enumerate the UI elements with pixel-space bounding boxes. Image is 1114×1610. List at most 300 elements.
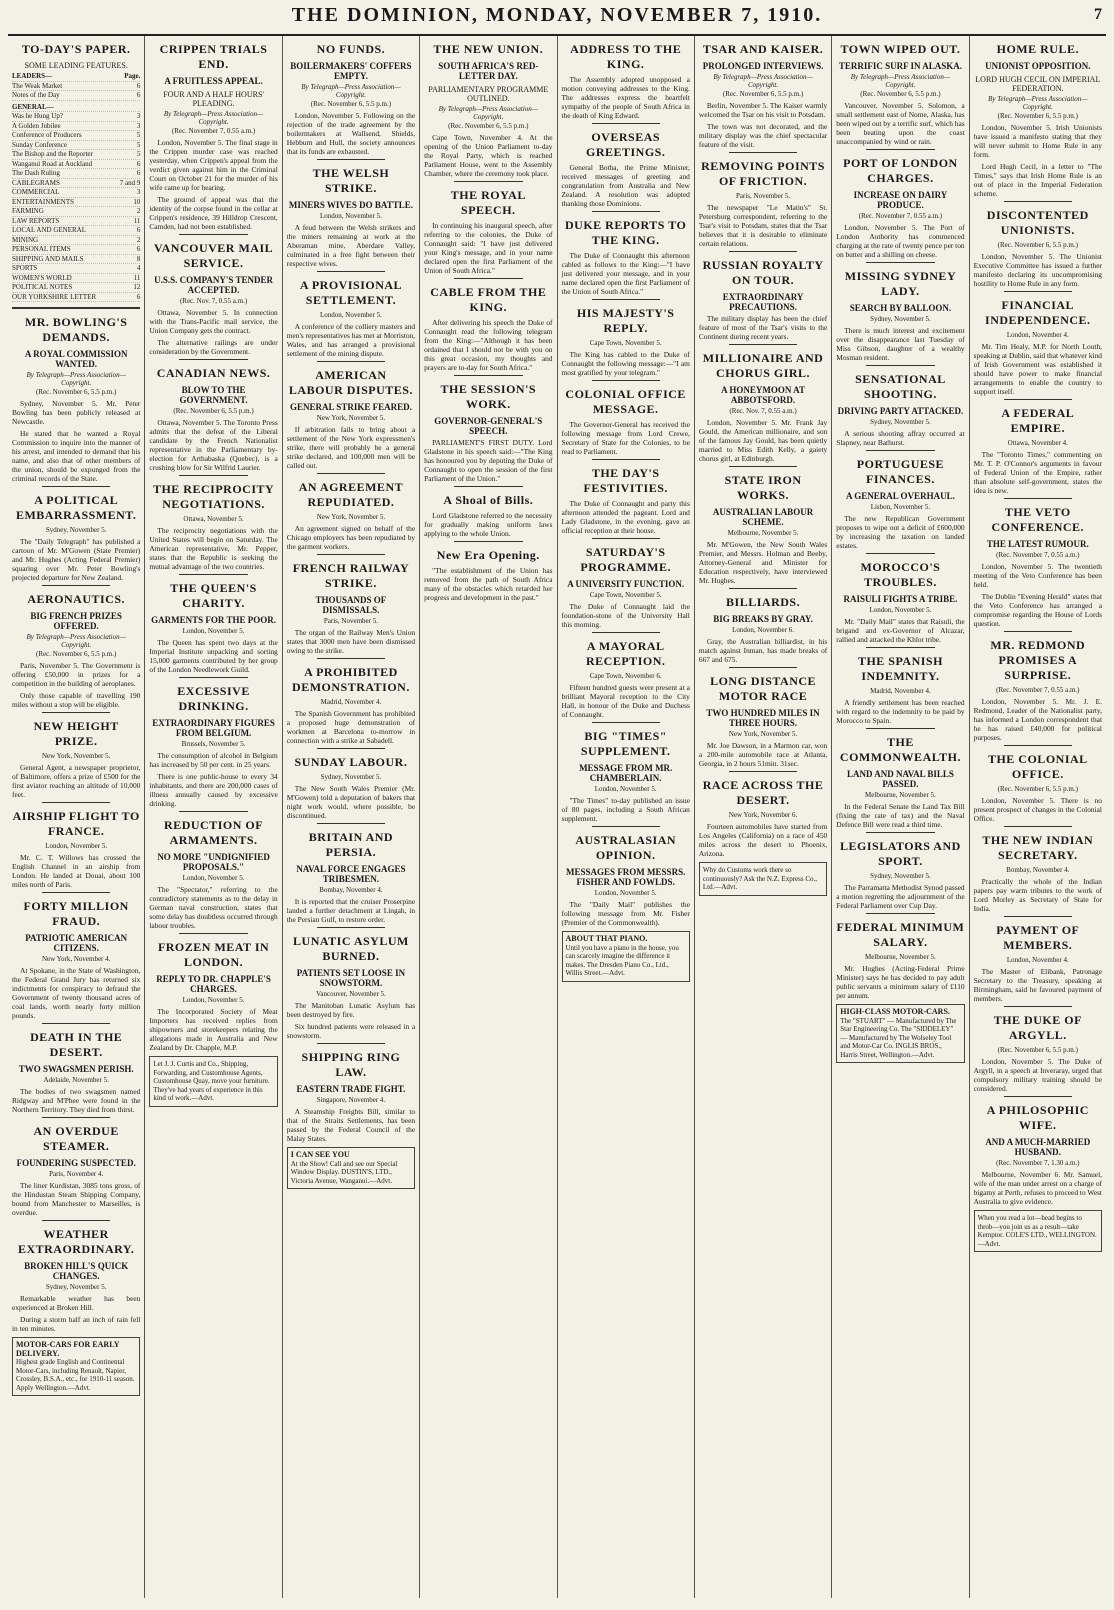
article-subheadline: DRIVING PARTY ATTACKED. <box>837 406 964 416</box>
article-paragraph: London, November 5. There is no present prospect of changes in the Colonial Office. <box>973 796 1102 823</box>
article-subheadline: A UNIVERSITY FUNCTION. <box>567 579 685 589</box>
article-deck: LORD HUGH CECIL ON IMPERIAL FEDERATION. <box>975 75 1101 93</box>
divider <box>729 588 797 589</box>
article-paragraph: London, November 5. Following on the rejection of the trade agreement by the boilermakers at Wallsend, Shields, Hebburn and Hull, the society announces that its funds are exhausted. <box>286 111 416 156</box>
index-page: 6 <box>136 91 141 99</box>
article-subheadline: BIG BREAKS BY GRAY. <box>713 614 813 624</box>
article-subheadline: A FRUITLESS APPEAL. <box>164 76 263 86</box>
divider <box>42 1117 110 1118</box>
article-headline: SUNDAY LABOUR. <box>294 755 408 769</box>
article <box>836 149 964 259</box>
article-headline: HIS MAJESTY'S REPLY. <box>576 306 675 335</box>
article-headline: OVERSEAS GREETINGS. <box>586 130 666 159</box>
article-headline: THE WELSH STRIKE. <box>312 166 390 195</box>
article-deck: PARLIAMENTARY PROGRAMME OUTLINED. <box>428 85 549 103</box>
article <box>699 667 827 768</box>
article-paragraph: Berlin, November 5. The Kaiser warmly welcomed the Tsar on his visit to Potsdam. <box>698 101 828 119</box>
article-headline: THE SPANISH INDEMNITY. <box>857 654 943 683</box>
divider <box>42 712 110 713</box>
masthead <box>8 0 1106 36</box>
article <box>149 359 277 472</box>
article <box>974 201 1102 288</box>
article-paragraph: The "Daily Telegraph" has published a cartoon of Mr. M'Gowen (State Premier) and Mr. Hughes (Acting Federal Premier) squaring over Mr. Peter Bowling's projected departure for New Zealand. <box>12 537 141 582</box>
article-paragraph: "The establishment of the Union has removed from the path of South Africa many of the obstacles which retarded her progress and development in the past." <box>424 566 553 602</box>
article-dateline: (Rec. November 6, 5.5 p.m.) <box>310 100 392 108</box>
article-paragraph: General Botha, the Prime Minister, received messages of greeting and congratulation from Australia and New Zealand. A resolution was adopted thanking those Dominions. <box>561 163 690 208</box>
article-dateline: London, November 5. <box>182 996 245 1004</box>
article-dateline: New York, November 4. <box>41 955 111 963</box>
article-paragraph: The reciprocity negotiations with the United States will begin on Saturday. The American representative, Mr. Pepper, states that the Republic is seeking the mutual advantage of the two countries. <box>149 526 278 571</box>
article <box>12 1220 140 1333</box>
page-number: 7 <box>1094 6 1102 23</box>
article-paragraph: London, November 5. Irish Unionists have issued a manifesto stating that they will never submit to Home Rule in any form. <box>973 123 1102 159</box>
divider <box>42 1023 110 1024</box>
article-dateline: Sydney, November 5. <box>870 418 931 426</box>
article <box>562 632 690 719</box>
article-dateline: Sydney, November 5. <box>870 872 931 880</box>
article <box>562 299 690 377</box>
divider <box>179 234 247 235</box>
article-paragraph: The consumption of alcohol in Belgium has increased by 50 per cent. in 25 years. <box>149 751 278 769</box>
article-subheadline: NO MORE "UNDIGNIFIED PROPOSALS." <box>157 852 270 872</box>
article-headline: THE DUKE OF ARGYLL. <box>993 1013 1082 1042</box>
article-headline: DUKE REPORTS TO THE KING. <box>565 218 687 247</box>
article <box>562 123 690 208</box>
article-headline: MILLIONAIRE AND CHORUS GIRL. <box>702 351 824 380</box>
article-paragraph: A Steamship Freights Bill, similar to that of the Straits Settlements, has been passed by the Federal Council of the Malay States. <box>286 1107 416 1143</box>
article-headline: THE VETO CONFERENCE. <box>991 505 1085 534</box>
index-label: A Golden Jubilee <box>12 121 61 130</box>
index-page: 6 <box>136 159 141 168</box>
article-headline: BIG "TIMES" SUPPLEMENT. <box>580 729 671 758</box>
article <box>974 1006 1102 1093</box>
index-label: SPORTS <box>12 264 38 272</box>
article-paragraph: In continuing his inaugural speech, after referring to the colonies, the Duke of Connaught said: "I have just delivered your King's message, and in your name declared open the first Parliament of the Union of South Africa." <box>424 221 553 275</box>
article-subheadline: NAVAL FORCE ENGAGES TRIBESMEN. <box>296 864 406 884</box>
article-headline: TOWN WIPED OUT. <box>840 42 961 56</box>
article-dateline: Melbourne, November 5. <box>727 529 799 537</box>
article-subheadline: BROKEN HILL'S QUICK CHANGES. <box>24 1261 129 1281</box>
article-subheadline: GENERAL STRIKE FEARED. <box>290 402 412 412</box>
article-paragraph: Lord Hugh Cecil, in a letter to "The Times," says that Irish Home Rule is an out of place in the Imperial Federation scheme. <box>973 162 1102 198</box>
article-subheadline: MINERS WIVES DO BATTLE. <box>288 200 414 210</box>
divider <box>179 359 247 360</box>
divider <box>42 802 110 803</box>
article-byline: By Telegraph—Press Association—Copyright. <box>26 633 126 649</box>
divider <box>1004 399 1072 400</box>
article <box>287 361 415 470</box>
article-headline: CRIPPEN TRIALS END. <box>159 42 268 71</box>
article-headline: SENSATIONAL SHOOTING. <box>855 372 946 401</box>
article-paragraph: The military display has been the chief feature of most of the Tsar's visits to the Continent during recent years. <box>698 314 828 341</box>
divider <box>1004 916 1072 917</box>
article-headline: REDUCTION OF ARMAMENTS. <box>164 818 264 847</box>
article-paragraph: The Spanish Government has prohibited a proposed huge demonstration of workmen at Barcelona to-morrow in connection with a strike at Sabadell. <box>286 709 416 745</box>
index-page: 6 <box>136 245 141 253</box>
article <box>12 892 140 1020</box>
ad-text: Until you have a piano in the house, you can scarcely imagine the difference it makes. The Dresden Piano Co., Ltd., Willis Street.—Advt. <box>565 943 679 977</box>
index-row <box>12 274 140 284</box>
article-headline: LUNATIC ASYLUM BURNED. <box>293 934 409 963</box>
divider <box>592 299 660 300</box>
article-headline: LONG DISTANCE MOTOR RACE <box>710 674 817 703</box>
article <box>562 722 690 823</box>
divider <box>454 278 522 279</box>
article-paragraph: Melbourne, November 6. Mr. Samuel, wife of the man under arrest on a charge of bigamy at Perth, refuses to proceed to West Australia to give evidence. <box>973 1170 1102 1206</box>
article <box>562 380 690 456</box>
index-row <box>12 169 140 179</box>
article-paragraph: Gray, the Australian billiardist, in his match against Inman, has made breaks of 667 and 675. <box>698 637 828 664</box>
article <box>699 771 827 858</box>
ad-text: Let J. J. Curtis and Co., Shipping, Forwarding, and Customhouse Agents, Customhouse Quay, move your furniture. They've had years of experience in this kind of work.—Advt. <box>153 1060 270 1102</box>
article <box>974 1096 1102 1206</box>
article <box>12 315 140 483</box>
column-2 <box>145 36 282 1598</box>
article-dateline: (Rec. November 6, 5.5 p.m.) <box>173 407 254 415</box>
index-page: 5 <box>136 131 141 139</box>
divider <box>866 553 934 554</box>
article-subheadline: PROLONGED INTERVIEWS. <box>702 61 824 71</box>
divider <box>592 211 660 212</box>
article <box>699 251 827 341</box>
column-7 <box>832 36 969 1598</box>
divider <box>317 1043 385 1044</box>
article-paragraph: During a storm half an inch of rain fell in ten minutes. <box>12 1315 141 1333</box>
article-paragraph: The organ of the Railway Men's Union states that 3000 men have been dismissed owing to the strike. <box>286 628 416 655</box>
article <box>836 553 964 644</box>
article-dateline: Paris, November 4. <box>49 1170 104 1178</box>
divider <box>866 728 934 729</box>
article-headline: THE COMMONWEALTH. <box>839 735 961 764</box>
index-row <box>12 112 140 122</box>
article <box>424 42 552 178</box>
article-paragraph: Lord Gladstone referred to the necessity for gradually making uniform laws applying to the whole Union. <box>424 511 553 538</box>
article-headline: THE COLONIAL OFFICE. <box>987 752 1088 781</box>
divider <box>317 271 385 272</box>
article <box>424 541 552 602</box>
article-headline: LEGISLATORS AND SPORT. <box>840 839 961 868</box>
article <box>974 631 1102 742</box>
article <box>287 42 415 156</box>
article <box>149 475 277 571</box>
article-dateline: Madrid, November 4. <box>870 687 931 695</box>
article-subheadline: GOVERNOR-GENERAL'S SPEECH. <box>434 416 543 436</box>
divider <box>866 450 934 451</box>
ad-text: Why do Customs work there so continuously? Ask the N.Z. Express Co., Ltd.—Advt. <box>702 866 818 891</box>
article-headline: BRITAIN AND PERSIA. <box>308 830 394 859</box>
divider <box>592 459 660 460</box>
article-paragraph: The Assembly adopted unopposed a motion conveying addresses to the King. The addresses express the heartfelt sympathy of the people of South Africa in the death of King Edward. <box>561 75 690 120</box>
article-headline: PORTUGUESE FINANCES. <box>856 457 945 486</box>
divider <box>454 541 522 542</box>
index-row <box>12 217 140 227</box>
article-subheadline: BLOW TO THE GOVERNMENT. <box>179 385 248 405</box>
article-paragraph: London, November 5. The final stage in the Crippen murder case was reached yesterday, when Crippen's appeal from the verdict given against him in the Criminal Court on October 21 for the murder of his wife came up for hearing. <box>149 138 278 192</box>
divider <box>866 647 934 648</box>
article <box>562 826 690 927</box>
article-dateline: Madrid, November 4. <box>320 698 382 706</box>
index-row <box>12 82 140 92</box>
article-paragraph: He stated that he wanted a Royal Commission to inquire into the manner of his arrest, and intended to demand that his name, and also that of other members of the union, should be expunged from the criminal records of the State. <box>12 429 141 483</box>
article-paragraph: The newspaper "Le Matin's" St. Petersburg correspondent, referring to the Tsar's visit to Potsdam, states that the Tsar believes that it is desirable to eliminate certain relations. <box>698 203 828 248</box>
advertisement <box>974 1210 1102 1252</box>
index-row <box>12 283 140 293</box>
article-paragraph: The town was not decorated, and the military display was the chief spectacular feature of the visit. <box>698 122 828 149</box>
divider <box>592 123 660 124</box>
index-row <box>12 131 140 141</box>
index-table <box>12 72 140 302</box>
article-dateline: Ottawa, November 5. <box>183 515 244 523</box>
article-paragraph: Paris, November 5. The Government is offering £50,000 in prizes for a competition in the building of aeroplanes. <box>12 661 141 688</box>
article-headline: MR. BOWLING'S DEMANDS. <box>24 315 128 344</box>
article-headline: FROZEN MEAT IN LONDON. <box>157 940 270 969</box>
article-paragraph: Fourteen automobiles have started from Los Angeles (California) on a race of 450 miles across the desert to Phoenix, Arizona. <box>698 822 828 858</box>
article-byline: By Telegraph—Press Association—Copyright. <box>438 105 538 121</box>
article-dateline: London, November 5. <box>594 889 657 897</box>
article-paragraph: The new Republican Government proposes to wipe out a deficit of £600,000 by increasing the taxation on landed estates. <box>836 514 965 550</box>
article-dateline: London, November 5. <box>320 212 382 220</box>
advertisement <box>699 862 827 896</box>
article-dateline: Lisbon, November 5. <box>870 503 931 511</box>
divider <box>592 632 660 633</box>
article-headline: DEATH IN THE DESERT. <box>30 1030 123 1059</box>
article-paragraph: The King has cabled to the Duke of Connaught the following message:—"I am most gratified by your telegram." <box>561 350 690 377</box>
index-page: 6 <box>136 169 141 177</box>
index-page: 6 <box>136 226 141 234</box>
article-subheadline: MESSAGES FROM MESSRS. FISHER AND FOWLDS. <box>566 867 686 887</box>
article-paragraph: Remarkable weather has been experienced at Broken Hill. <box>12 1294 141 1312</box>
article-headline: NEW HEIGHT PRIZE. <box>33 719 119 748</box>
article-headline: PAYMENT OF MEMBERS. <box>996 923 1080 952</box>
article-headline: AERONAUTICS. <box>27 592 126 606</box>
article-dateline: London, November 4. <box>1006 331 1069 339</box>
divider <box>866 365 934 366</box>
article-paragraph: The liner Kurdistan, 3085 tons gross, of the Hindustan Steam Shipping Company, bound from Manchester to Marseilles, is overdue. <box>12 1181 141 1217</box>
divider <box>729 771 797 772</box>
article-headline: A PROHIBITED DEMONSTRATION. <box>292 665 410 694</box>
divider <box>179 475 247 476</box>
divider <box>1004 745 1072 746</box>
article-subheadline: LAND AND NAVAL BILLS PASSED. <box>846 769 954 789</box>
article-paragraph: The Duke of Connaught and party this afternoon attended the pageant. Lord and Lady Gladstone, in the evening, gave an official reception at their house. <box>561 499 690 535</box>
index-label: FARMING <box>12 207 44 215</box>
divider <box>1004 826 1072 827</box>
article-dateline: (Rec. November 6, 5.5 p.m.) <box>36 650 117 658</box>
article-headline: EXCESSIVE DRINKING. <box>177 684 250 713</box>
column-3 <box>283 36 420 1598</box>
index-label: ENTERTAINMENTS <box>12 197 75 206</box>
article <box>12 802 140 889</box>
index-label: Wanganui Road at Auckland <box>12 159 93 168</box>
article <box>974 916 1102 1003</box>
article-paragraph: An agreement signed on behalf of the Chicago employers has been repudiated by the garment workers. <box>286 524 416 551</box>
article-subheadline: THOUSANDS OF DISMISSALS. <box>315 595 387 615</box>
article-headline: SHIPPING RING LAW. <box>301 1050 401 1079</box>
article <box>12 486 140 582</box>
divider <box>729 344 797 345</box>
article-subheadline: PATIENTS SET LOOSE IN SNOWSTORM. <box>296 968 406 988</box>
article-headline: THE ROYAL SPEECH. <box>450 188 526 217</box>
article <box>287 823 415 924</box>
article <box>974 745 1102 823</box>
article-byline: By Telegraph—Press Association—Copyright. <box>26 371 126 387</box>
divider <box>12 307 140 309</box>
index-row <box>12 293 140 303</box>
article-headline: AUSTRALASIAN OPINION. <box>575 833 677 862</box>
index-label: The Dash Ruling <box>12 169 60 177</box>
article-paragraph: Vancouver, November 5. Solomon, a small settlement east of Nome, Alaska, has been wiped out by a terrific surf, which has been beating upon the coast unaccompanied by wind or rain. <box>836 101 965 146</box>
article-paragraph: The Queen has spent two days at the Imperial Institute unpacking and sorting 15,000 garments contributed by her group of the London Needlework Guild. <box>149 638 278 674</box>
index-page: 3 <box>136 121 141 130</box>
ad-text: When you read a lot—head begins to throb—you join us as a result—take Kemptor. COLE'S LTD., WELLINGTON.—Advt. <box>977 1214 1097 1248</box>
article-headline: SATURDAY'S PROGRAMME. <box>580 545 672 574</box>
article-dateline: Sydney, November 5. <box>45 1283 107 1291</box>
article-subheadline: PATRIOTIC AMERICAN CITIZENS. <box>25 933 128 953</box>
index-page: 5 <box>136 140 141 149</box>
article-headline: THE RECIPROCITY NEGOTIATIONS. <box>152 482 275 511</box>
article-subheadline: EASTERN TRADE FIGHT. <box>296 1084 406 1094</box>
article <box>699 344 827 463</box>
article-paragraph: After delivering his speech the Duke of Connaught read the following telegram from the King:—"Although it has been ordained that I should not be with you on this great occasion, my thoughts and prayers are to-day for South Africa." <box>424 318 553 372</box>
article <box>149 42 277 231</box>
article-headline: PORT OF LONDON CHARGES. <box>843 156 958 185</box>
article-headline: HOME RULE. <box>996 42 1079 56</box>
index-label: PERSONAL ITEMS <box>12 245 71 253</box>
divider <box>42 1220 110 1221</box>
article-headline: REMOVING POINTS OF FRICTION. <box>701 159 825 188</box>
article <box>287 927 415 1040</box>
article-headline: TSAR AND KAISER. <box>702 42 824 56</box>
advertisement <box>287 1147 415 1189</box>
article-headline: MR. REDMOND PROMISES A SURPRISE. <box>990 638 1086 682</box>
index-row <box>12 72 140 82</box>
divider <box>729 152 797 153</box>
article-headline: AN OVERDUE STEAMER. <box>33 1124 119 1153</box>
article-headline: THE NEW INDIAN SECRETARY. <box>982 833 1094 862</box>
article-headline: THE SESSION'S WORK. <box>440 382 537 411</box>
article-headline: New Era Opening. <box>436 548 540 562</box>
article-subheadline: MESSAGE FROM MR. CHAMBERLAIN. <box>579 763 673 783</box>
article-headline: THE NEW UNION. <box>433 42 544 56</box>
article-paragraph: PARLIAMENT'S FIRST DUTY. Lord Gladstone in his speech said:—"The King has honoured you by deputing the Duke of Connaught to open the session of the first Parliament of the Union." <box>424 438 553 483</box>
article-dateline: Paris, November 5. <box>736 192 791 200</box>
ad-title: MOTOR-CARS FOR EARLY DELIVERY. <box>16 1340 120 1358</box>
article-headline: STATE IRON WORKS. <box>724 473 802 502</box>
divider <box>1004 1006 1072 1007</box>
article-dateline: (Rec. Nov. 7, 0.55 a.m.) <box>179 297 248 305</box>
article-dateline: Brussels, November 5. <box>181 740 246 748</box>
article <box>424 375 552 483</box>
todays-paper-sub: SOME LEADING FEATURES. <box>24 61 128 70</box>
divider <box>1004 291 1072 292</box>
article-dateline: London, November 5. <box>869 606 932 614</box>
ad-title: HIGH-CLASS MOTOR-CARS. <box>840 1007 950 1016</box>
divider <box>179 811 247 812</box>
index-row <box>12 236 140 246</box>
article-dateline: London, November 5. <box>182 874 245 882</box>
columns <box>8 36 1106 1598</box>
article-dateline: London, November 5. <box>182 627 245 635</box>
article-paragraph: There is one public-house to every 34 inhabitants, and there are 200,000 cases of illness annually caused by excessive drinking. <box>149 772 278 808</box>
article-dateline: (Rec. November 7, 0.55 a.m.) <box>858 212 943 220</box>
article-headline: COLONIAL OFFICE MESSAGE. <box>565 387 686 416</box>
article-headline: A Shoal of Bills. <box>443 493 534 507</box>
article-subheadline: REPLY TO DR. CHAPPLE'S CHARGES. <box>156 974 271 994</box>
article-byline: By Telegraph—Press Association—Copyright. <box>301 83 401 99</box>
article <box>836 913 964 1000</box>
article-headline: FINANCIAL INDEPENDENCE. <box>985 298 1091 327</box>
article-dateline: Melbourne, November 5. <box>865 953 936 961</box>
article-headline: FRENCH RAILWAY STRIKE. <box>292 561 410 590</box>
article-headline: AN AGREEMENT REPUDIATED. <box>298 480 404 509</box>
article-paragraph: The Dublin "Evening Herald" states that the Veto Conference has arranged a compromise regarding the House of Lords question. <box>973 592 1102 628</box>
article-dateline: (Rec. November 6, 5.5 p.m.) <box>997 785 1078 793</box>
article <box>836 450 964 550</box>
index-page: 11 <box>133 273 141 282</box>
article <box>836 42 964 146</box>
article-headline: A PHILOSOPHIC WIFE. <box>986 1103 1089 1132</box>
advertisement <box>149 1056 277 1107</box>
article-headline: FEDERAL MINIMUM SALARY. <box>836 920 965 949</box>
divider <box>592 826 660 827</box>
article-subheadline: AUSTRALIAN LABOUR SCHEME. <box>712 507 814 527</box>
index-label: LOCAL AND GENERAL <box>12 226 87 234</box>
divider <box>729 667 797 668</box>
index-page: 12 <box>133 283 141 291</box>
divider <box>42 892 110 893</box>
article-dateline: New York, November 5. <box>316 414 386 422</box>
column-4 <box>420 36 557 1598</box>
article-paragraph: At Spokane, in the State of Washington, the Federal Grand Jury has returned six indictments for conspiracy to defraud the Government of twenty thousand acres of coal lands, worth nearly forty million pounds. <box>12 966 141 1020</box>
index-label: The Weak Market <box>12 81 63 90</box>
article-dateline: London, November 5. <box>320 311 382 319</box>
newspaper-title: THE DOMINION, MONDAY, NOVEMBER 7, 1910. <box>291 4 823 26</box>
article <box>836 647 964 725</box>
article <box>836 365 964 447</box>
article-paragraph: A serious shooting affray occurred at Slapney, near Bathurst. <box>836 429 965 447</box>
index-label: CABLEGRAMS <box>12 178 60 187</box>
index-label: SHIPPING AND MAILS <box>12 254 84 263</box>
article-byline: By Telegraph—Press Association—Copyright. <box>850 73 951 89</box>
article-subheadline: SEARCH BY BALLOON. <box>849 303 952 313</box>
article-dateline: Bombay, November 4. <box>1006 866 1070 874</box>
article <box>836 262 964 362</box>
article-paragraph: The bodies of two swagsmen named Ridgway and M'Phee were found in the Northern Territory. They died from thirst. <box>12 1087 141 1114</box>
article-subheadline: U.S.S. COMPANY'S TENDER ACCEPTED. <box>154 275 274 295</box>
index-row <box>12 226 140 236</box>
article-headline: DISCONTENTED UNIONISTS. <box>986 208 1089 237</box>
index-label: MINING <box>12 235 39 244</box>
article-subheadline: A ROYAL COMMISSION WANTED. <box>24 349 128 369</box>
divider <box>317 658 385 659</box>
divider <box>1004 201 1072 202</box>
article-paragraph: A feud between the Welsh strikers and the miners remaining at work at the Aberaman mine, Aberdare Valley, culminated in a free fight between their respective wives. <box>286 223 416 268</box>
article-dateline: London, November 5. <box>594 785 657 793</box>
index-page: 2 <box>136 235 141 244</box>
article-dateline: London, November 6. <box>732 626 794 634</box>
divider <box>179 574 247 575</box>
article-dateline: Sydney, November 5. <box>45 526 107 534</box>
article-paragraph: There is much interest and excitement over the disappearance last Tuesday of Miss Gibson, daughter of a wealthy Mosman resident. <box>836 326 965 362</box>
article <box>12 585 140 709</box>
article-paragraph: Ottawa, November 5. The Toronto Press admits that the defeat of the Liberal candidate by the French Nationalist representative in the Parliamentary by-election for Arthabaska (Quebec), is a crushing blow for Sir Wilfrid Laurier. <box>149 418 278 472</box>
column-5 <box>558 36 695 1598</box>
ad-text: Highest grade English and Continental Motor-Cars, including Renault, Napier, Crossley, B.S.A., etc., for 1910-11 season. Apply Wellington.—Advt. <box>16 1358 135 1392</box>
article-paragraph: The Parramatta Methodist Synod passed a motion regretting the adjournment of the Federal Parliament over Cup Day. <box>836 883 965 910</box>
article-subheadline: BOILERMAKERS' COFFERS EMPTY. <box>290 61 412 81</box>
divider <box>42 486 110 487</box>
article-paragraph: The "Toronto Times," commenting on Mr. T. P. O'Connor's arguments in favour of Federal Union of the Empire, rather than absolute self-government, states the idea is new. <box>973 450 1102 495</box>
